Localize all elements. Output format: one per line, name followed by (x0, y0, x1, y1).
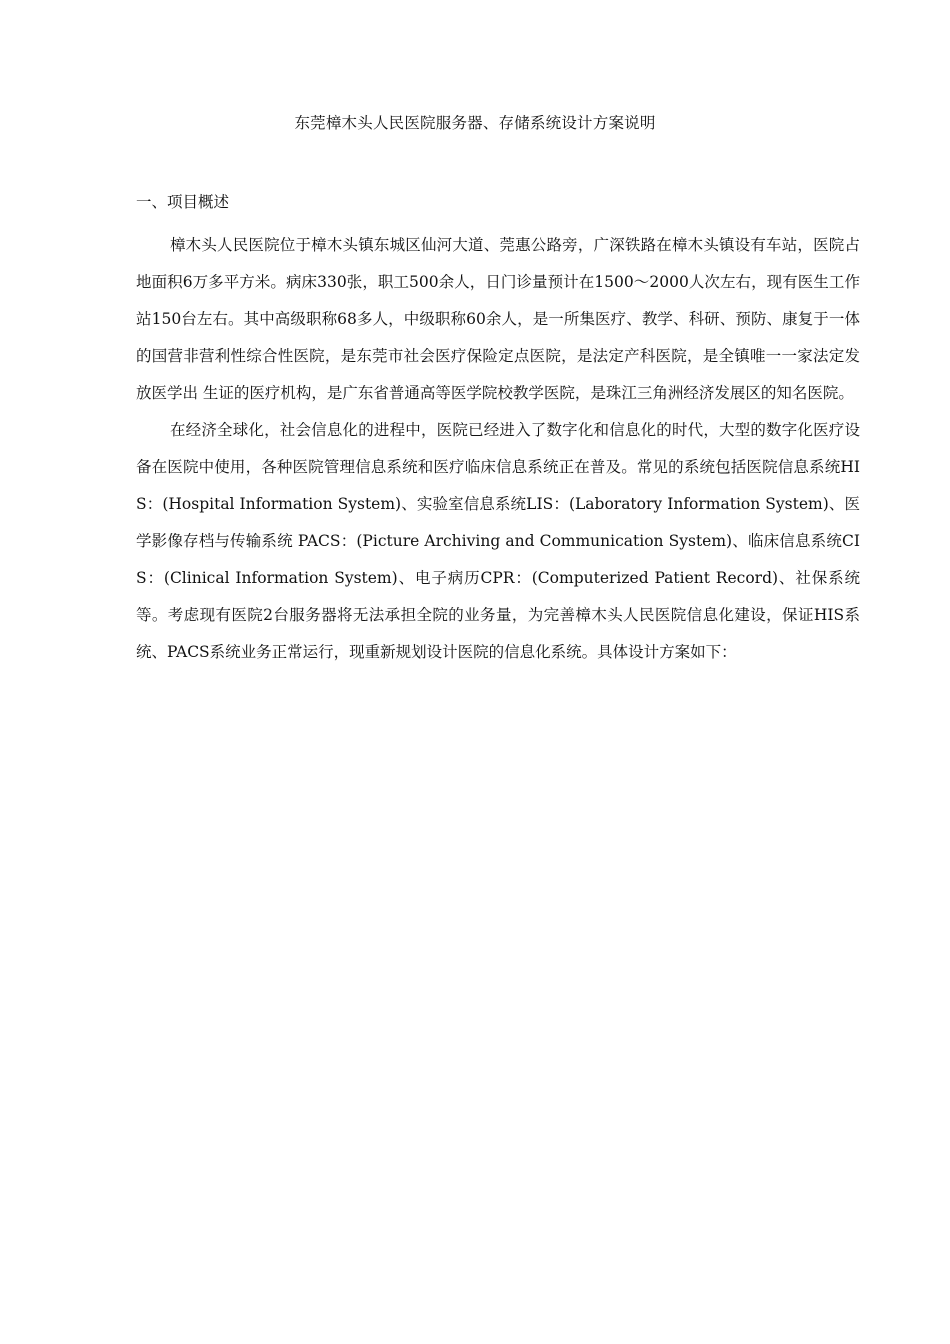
paragraph-informatization-background: 在经济全球化，社会信息化的进程中，医院已经进入了数字化和信息化的时代，大型的数字化医疗设备在医院中使用，各种医院管理信息系统和医疗临床信息系统正在普及。常见的系统包括医院信息系统HIS：(Hospital Information System)、实验室信息系统LIS：(Laboratory Information System)、医学影像存档与传输系统 PACS：(Picture Archiving and Communication System)、临床信息系统CIS：(Clinical Information System)、电子病历CPR：(Computerized Patient Record)、社保系统等。考虑现有医院2台服务器将无法承担全院的业务量，为完善樟木头人民医院信息化建设，保证HIS系统、PACS系统业务正常运行，现重新规划设计医院的信息化系统。具体设计方案如下： (136, 421, 860, 661)
document-title: 东莞樟木头人民医院服务器、存储系统设计方案说明 (294, 114, 656, 132)
paragraph-hospital-introduction: 樟木头人民医院位于樟木头镇东城区仙河大道、莞惠公路旁，广深铁路在樟木头镇设有车站，医院占地面积6万多平方米。病床330张，职工500余人，日门诊量预计在1500～2000人次左右，现有医生工作站150台左右。其中高级职称68多人，中级职称60余人，是一所集医疗、教学、科研、预防、康复于一体的国营非营利性综合性医院，是东莞市社会医疗保险定点医院，是法定产科医院，是全镇唯一一家法定发放医学出 生证的医疗机构，是广东省普通高等医学院校教学医院，是珠江三角洲经济发展区的知名医院。 (136, 236, 860, 402)
section-heading-project-overview: 一、项目概述 (136, 193, 230, 211)
body-text (136, 227, 860, 671)
